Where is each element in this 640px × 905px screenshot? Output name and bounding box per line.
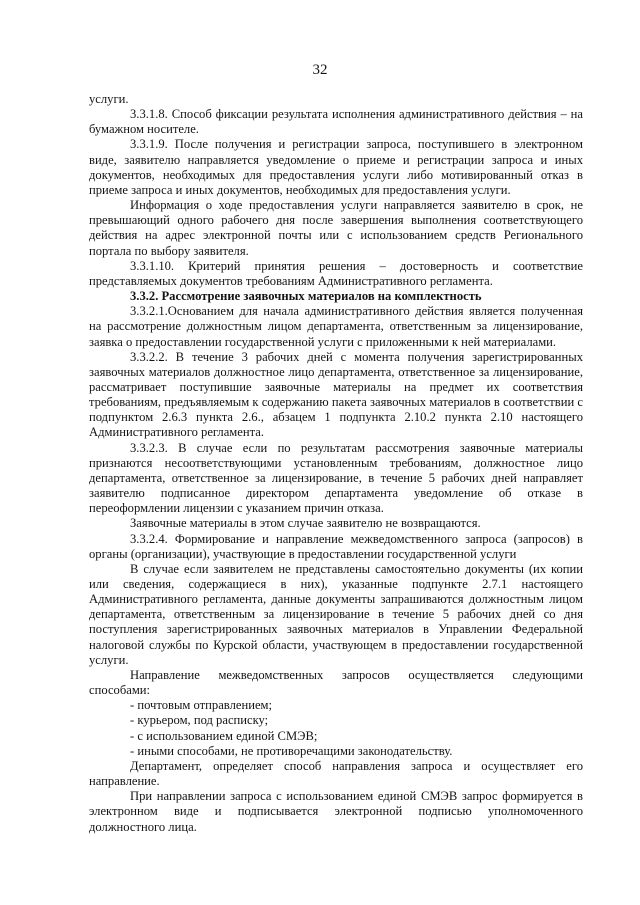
paragraph: При направлении запроса с использованием единой СМЭВ запрос формируется в электронном виде и подписывается электронной подписью уполномоченного должностного лица. (89, 789, 583, 834)
section-heading: 3.3.2. Рассмотрение заявочных материалов на комплектность (130, 289, 482, 304)
paragraph: Заявочные материалы в этом случае заявителю не возвращаются. (130, 516, 481, 531)
paragraph: 3.3.2.2. В течение 3 рабочих дней с момента получения зарегистрированных заявочных материалов должностное лицо департамента, ответственное за лицензирование, рассматривает поступившие заявочные материалы на предмет их соответствия требованиям, предъявляемым к содержанию пакета заявочных материалов в соответствии с подпунктом 2.6.3 пункта 2.6., абзацем 1 подпункта 2.10.2 пункта 2.10 настоящего Административного регламента. (89, 349, 583, 440)
paragraph: услуги. (89, 92, 129, 106)
paragraph: 3.3.1.8. Способ фиксации результата исполнения административного действия – на бумажном носителе. (89, 107, 583, 137)
list-item: - иными способами, не противоречащими законодательству. (130, 743, 453, 758)
paragraph: Направление межведомственных запросов осуществляется следующими способами: (89, 667, 583, 698)
paragraph: 3.3.2.3. В случае если по результатам рассмотрения заявочные материалы признаются несоответствующими установленным требованиям, должностное лицо департамента, ответственное за лицензирование, в течение 5 рабочих дней направляет заявителю подписанное директором департамента уведомление об отказе в переоформлении лицензии с указанием причин отказа. (89, 440, 583, 516)
paragraph: 3.3.1.10. Критерий принятия решения – достоверность и соответствие представляемых документов требованиям Административного регламента. (89, 258, 583, 288)
paragraph: Департамент, определяет способ направления запроса и осуществляет его направление. (89, 758, 583, 789)
document-body (89, 92, 583, 835)
list-item: - почтовым отправлением; (130, 698, 272, 713)
paragraph: 3.3.1.9. После получения и регистрации запроса, поступившего в электронном виде, заявителю направляется уведомление о приеме и регистрации запроса и иных документов, необходимых для предоставления услуги либо мотивированный отказ в приеме запроса и иных документов, необходимых для предоставления услуги. (89, 137, 583, 197)
paragraph: 3.3.2.4. Формирование и направление межведомственного запроса (запросов) в органы (организации), участвующие в предоставлении государственной услуги (89, 531, 583, 561)
paragraph: 3.3.2.1.Основанием для начала административного действия является полученная на рассмотрение должностным лицом департамента, ответственным за лицензирование, заявка о предоставлении государственной услуги с приложенными к ней материалами. (89, 304, 583, 349)
list-item: - с использованием единой СМЭВ; (130, 728, 318, 743)
page-number: 32 (312, 62, 328, 78)
paragraph: Информация о ходе предоставления услуги направляется заявителю в срок, не превышающий одного рабочего дня после завершения выполнения соответствующего действия на адрес электронной почты или с использованием средств Регионального портала по выбору заявителя. (89, 198, 583, 258)
list-item: - курьером, под расписку; (130, 713, 269, 728)
paragraph: В случае если заявителем не представлены самостоятельно документы (их копии или сведения, содержащиеся в них), указанные подпункте 2.7.1 настоящего Административного регламента, данные документы запрашиваются должностным лицом департамента, ответственным за лицензирование в течение 5 рабочих дней со дня поступления зарегистрированных заявочных материалов в Управлении Федеральной налоговой службы по Курской области, участвующем в предоставлении государственной услуги. (89, 561, 583, 667)
